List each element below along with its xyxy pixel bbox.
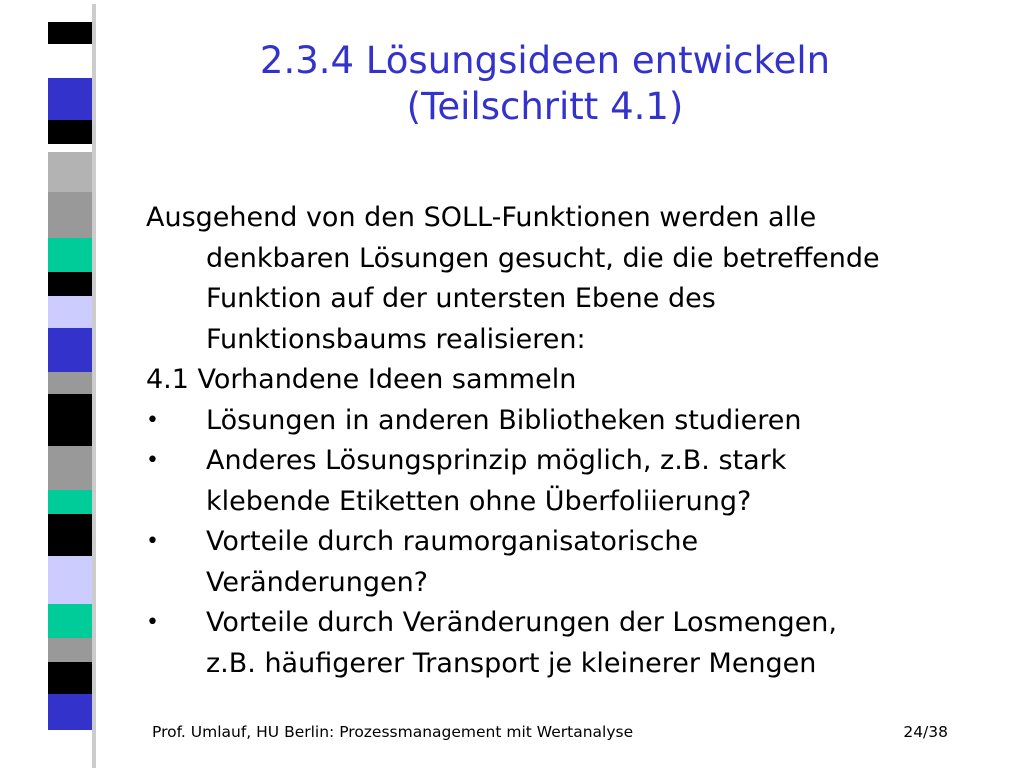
bullet-item-4 [146, 603, 986, 684]
stripe-segment [48, 372, 92, 394]
bullet-icon: • [146, 448, 159, 473]
stripe-segment [48, 78, 92, 120]
bullet-text: Anderes Lösungsprinzip möglich, z.B. stark [206, 445, 787, 476]
stripe-segment [48, 514, 92, 556]
stripe-segment [48, 662, 92, 694]
bullet-text-continuation: Veränderungen? [206, 566, 429, 598]
footer-page-number: 24/38 [903, 723, 948, 741]
stripe-segment [48, 152, 92, 192]
stripe-segment [48, 44, 92, 78]
stripe-segment [48, 120, 92, 144]
stripe-segment [48, 556, 92, 604]
stripe-segment [48, 144, 92, 152]
stripe-segment [48, 0, 92, 22]
bullet-text: Vorteile durch Veränderungen der Losmengen, [206, 607, 838, 638]
footer-left: Prof. Umlauf, HU Berlin: Prozessmanagement mit Wertanalyse [152, 723, 634, 741]
stripe-segment [48, 272, 92, 296]
stripe-segment [48, 192, 92, 238]
stripe-segment [48, 604, 92, 638]
bullet-icon: • [146, 529, 159, 554]
bullet-text-continuation: z.B. häufigerer Transport je kleinerer Mengen [206, 647, 817, 679]
bullet-text: Lösungen in anderen Bibliotheken studieren [206, 404, 802, 436]
slide-body [146, 198, 986, 684]
stripe-segment [48, 328, 92, 372]
bullet-text-continuation: klebende Etiketten ohne Überfoliierung? [206, 485, 752, 517]
subheading: 4.1 Vorhandene Ideen sammeln [146, 364, 577, 395]
bullet-text: Vorteile durch raumorganisatorische [206, 526, 699, 557]
stripe-segment [48, 22, 92, 44]
stripe-segment [48, 730, 92, 768]
stripe-segment [48, 694, 92, 730]
bullet-icon: • [146, 407, 159, 433]
slide-title [150, 38, 940, 130]
bullet-item-2 [146, 441, 986, 522]
bullet-item-3 [146, 522, 986, 603]
stripe-segment [48, 446, 92, 490]
intro-line-1: Ausgehend von den SOLL-Funktionen werden alle [146, 202, 817, 233]
intro-line-3: Funktion auf der untersten Ebene des [206, 283, 716, 314]
bullet-icon: • [146, 610, 159, 635]
intro-line-2: denkbaren Lösungen gesucht, die die betreffende [206, 242, 880, 274]
intro-line-4: Funktionsbaums realisieren: [206, 323, 586, 355]
bullet-item-1 [146, 401, 986, 442]
stripe-segment [48, 296, 92, 328]
stripe-segment [48, 394, 92, 446]
stripe-segment [48, 238, 92, 272]
decorative-stripe-bar [0, 0, 120, 768]
stripe-segment [48, 490, 92, 514]
slide-title-line-2: (Teilschritt 4.1) [406, 85, 684, 128]
stripe-segment [48, 638, 92, 662]
slide-title-line-1: 2.3.4 Lösungsideen entwickeln [259, 39, 831, 82]
